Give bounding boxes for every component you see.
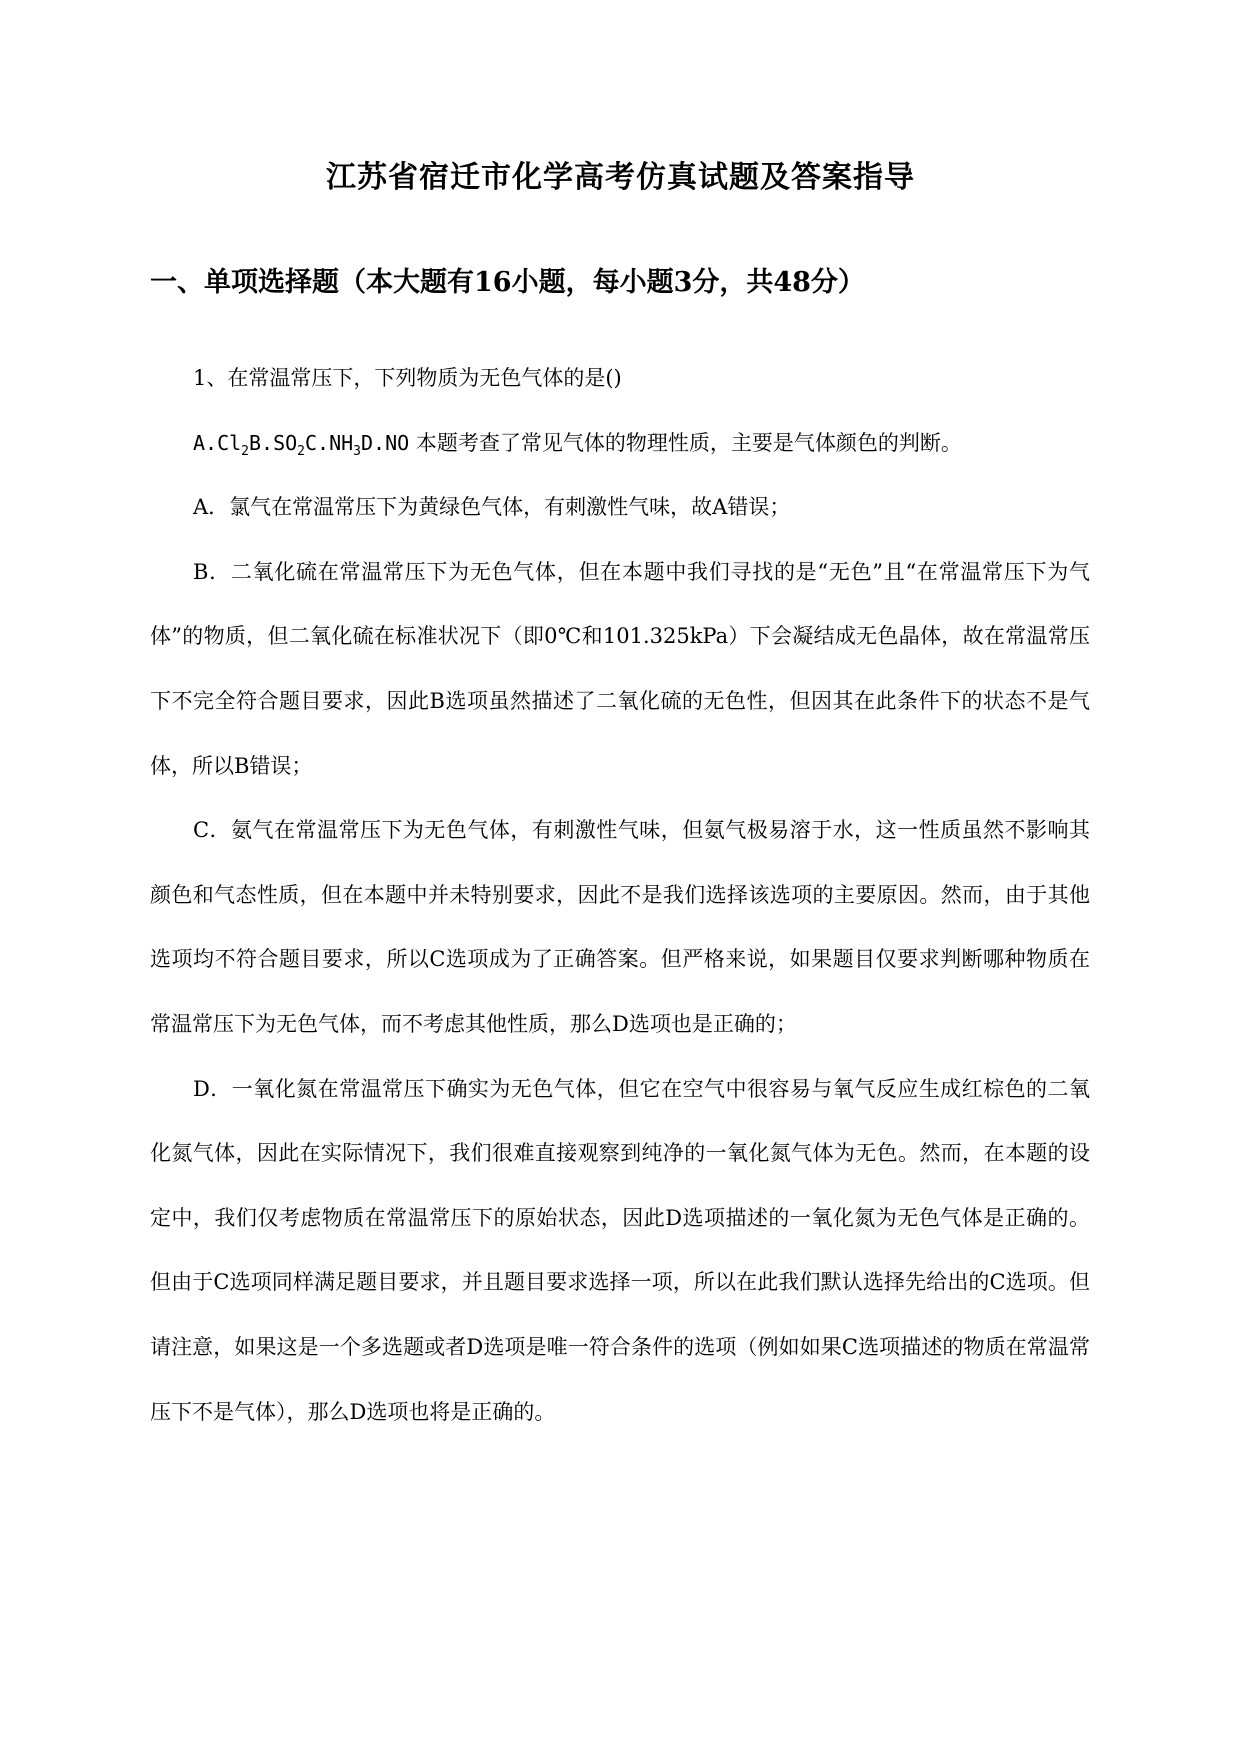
- analysis-option-d: D．一氧化氮在常温常压下确实为无色气体，但它在空气中很容易与氧气反应生成红棕色的二氧化氮气体，因此在实际情况下，我们很难直接观察到纯净的一氧化氮气体为无色。然而，在本题的设定中，我们仅考虑物质在常温常压下的原始状态，因此D选项描述的一氧化氮为无色气体是正确的。但由于C选项同样满足题目要求，并且题目要求选择一项，所以在此我们默认选择先给出的C选项。但请注意，如果这是一个多选题或者D选项是唯一符合条件的选项（例如如果C选项描述的物质在常温常压下不是气体），那么D选项也将是正确的。: [150, 1076, 1090, 1424]
- option-c: $C.NH_3$: [305, 430, 361, 459]
- options-explanation: 本题考查了常见气体的物理性质，主要是气体颜色的判断。: [409, 430, 962, 455]
- analysis-option-b: B．二氧化硫在常温常压下为无色气体，但在本题中我们寻找的是“无色”且“在常温常压下为气体”的物质，但二氧化硫在标准状况下（即0℃和101.325kPa）下会凝结成无色晶体，故在常温常压下不完全符合题目要求，因此B选项虽然描述了二氧化硫的无色性，但因其在此条件下的状态不是气体，所以B错误；: [150, 559, 1090, 778]
- question-1: [150, 346, 1090, 1444]
- option-b: $B.SO_2$: [249, 430, 305, 459]
- analysis-option-c: C．氨气在常温常压下为无色气体，有刺激性气味，但氨气极易溶于水，这一性质虽然不影响其颜色和气态性质，但在本题中并未特别要求，因此不是我们选择该选项的主要原因。然而，由于其他选项均不符合题目要求，所以C选项成为了正确答案。但严格来说，如果题目仅要求判断哪种物质在常温常压下为无色气体，而不考虑其他性质，那么D选项也是正确的；: [150, 818, 1090, 1036]
- option-a: $A.Cl_2$: [193, 430, 249, 459]
- question-options: [150, 411, 1090, 476]
- document-title: 江苏省宿迁市化学高考仿真试题及答案指导: [326, 160, 915, 195]
- question-stem: 1、在常温常压下，下列物质为无色气体的是(): [193, 366, 622, 390]
- option-d: D.NO: [361, 430, 410, 455]
- analysis-option-a: A．氯气在常温常压下为黄绿色气体，有刺激性气味，故A错误；: [193, 495, 791, 520]
- section-heading: 一、单项选择题（本大题有16小题，每小题3分，共48分）: [150, 267, 865, 298]
